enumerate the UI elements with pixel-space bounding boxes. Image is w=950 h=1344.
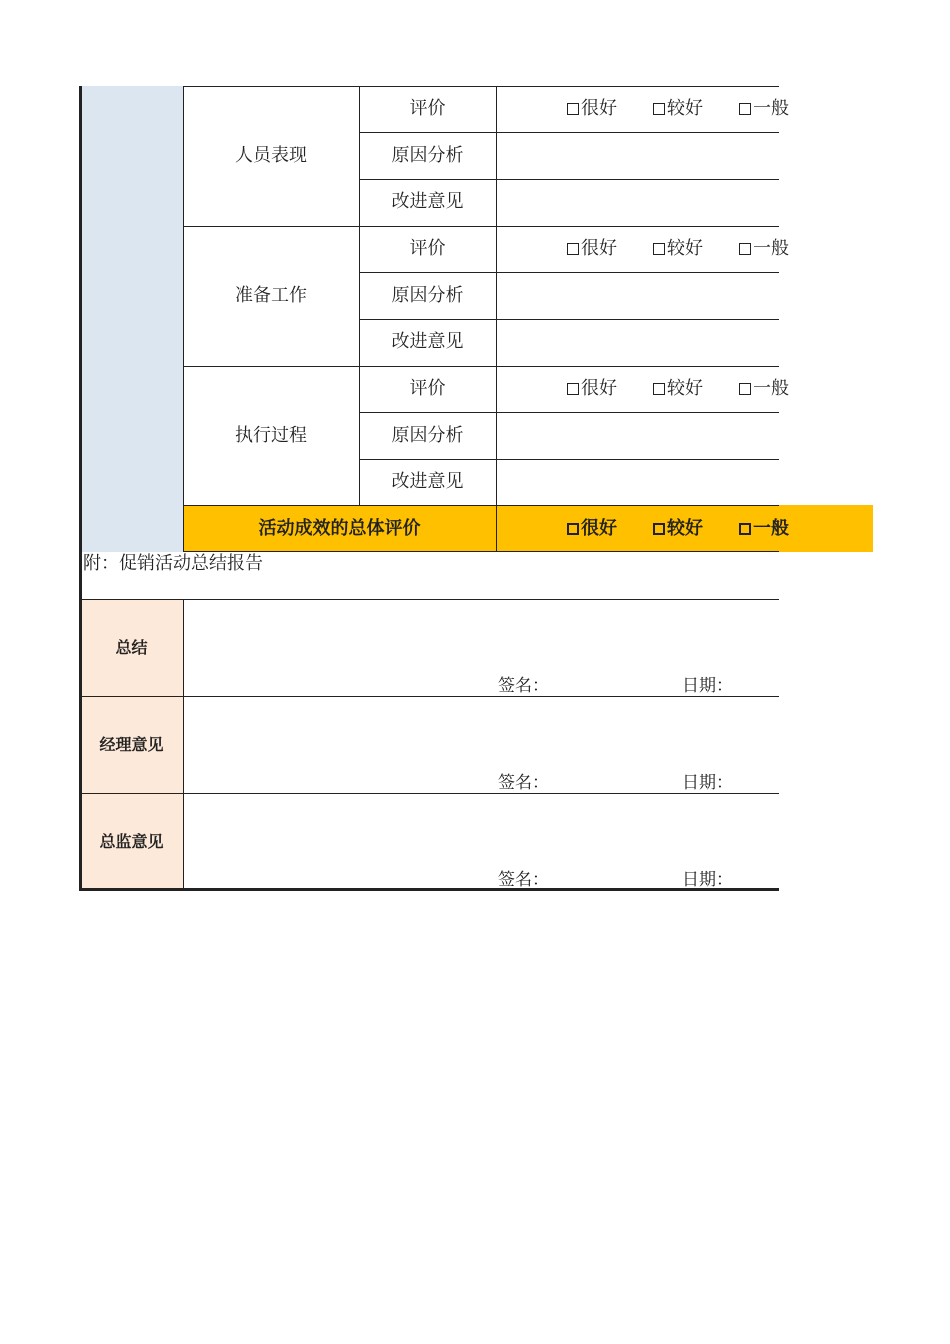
checkbox-icon[interactable] xyxy=(567,383,579,395)
checkbox-icon[interactable] xyxy=(567,523,579,535)
signature-label: 签名： xyxy=(498,676,549,696)
option-very-good[interactable]: 很好 xyxy=(567,99,653,119)
row-label-cause-analysis: 原因分析 xyxy=(391,285,464,306)
grid-line xyxy=(80,793,779,794)
row-label-rating: 评价 xyxy=(409,238,446,259)
grid-line xyxy=(183,551,779,552)
option-average[interactable]: 一般 xyxy=(739,239,789,259)
checkbox-icon[interactable] xyxy=(653,103,665,115)
grid-line xyxy=(183,599,184,889)
grid-line xyxy=(359,132,779,133)
attachment-note: 附：促销活动总结报告 xyxy=(83,553,263,574)
overall-evaluation-label: 活动成效的总体评价 xyxy=(258,518,421,539)
row-label-cause-analysis: 原因分析 xyxy=(391,425,464,446)
section-label-execution: 执行过程 xyxy=(235,425,307,446)
section-label-personnel: 人员表现 xyxy=(235,145,307,166)
grid-line xyxy=(359,459,779,460)
checkbox-icon[interactable] xyxy=(567,103,579,115)
option-good[interactable]: 较好 xyxy=(653,239,739,259)
grid-line xyxy=(359,319,779,320)
checkbox-icon[interactable] xyxy=(739,243,751,255)
section-label-preparation: 准备工作 xyxy=(235,285,307,306)
checkbox-icon[interactable] xyxy=(739,383,751,395)
date-label: 日期： xyxy=(682,676,733,696)
grid-line xyxy=(183,505,779,506)
date-label: 日期： xyxy=(682,870,733,890)
checkbox-icon[interactable] xyxy=(739,523,751,535)
checkbox-icon[interactable] xyxy=(653,523,665,535)
row-label-improvement: 改进意见 xyxy=(391,191,464,212)
option-good[interactable]: 较好 xyxy=(653,99,739,119)
grid-line xyxy=(359,179,779,180)
option-good[interactable]: 较好 xyxy=(653,519,739,539)
row-label-improvement: 改进意见 xyxy=(391,331,464,352)
grid-line xyxy=(80,696,779,697)
grid-line xyxy=(359,412,779,413)
checkbox-icon[interactable] xyxy=(567,243,579,255)
left-category-band xyxy=(80,86,183,552)
rating-options-overall xyxy=(567,518,789,539)
grid-line xyxy=(183,226,779,227)
grid-line xyxy=(183,366,779,367)
option-average[interactable]: 一般 xyxy=(739,379,789,399)
option-good[interactable]: 较好 xyxy=(653,379,739,399)
rating-options-personnel xyxy=(567,98,789,119)
option-average[interactable]: 一般 xyxy=(739,519,789,539)
date-label: 日期： xyxy=(682,773,733,793)
grid-line xyxy=(359,272,779,273)
table-left-border xyxy=(79,86,82,891)
checkbox-icon[interactable] xyxy=(653,383,665,395)
row-label-rating: 评价 xyxy=(409,378,446,399)
option-very-good[interactable]: 很好 xyxy=(567,379,653,399)
signoff-label-summary: 总结 xyxy=(115,638,148,657)
row-label-rating: 评价 xyxy=(409,98,446,119)
rating-options-execution xyxy=(567,378,789,399)
checkbox-icon[interactable] xyxy=(653,243,665,255)
signoff-label-director: 总监意见 xyxy=(99,832,164,851)
grid-line xyxy=(496,86,497,552)
option-average[interactable]: 一般 xyxy=(739,99,789,119)
grid-line xyxy=(183,86,779,87)
option-very-good[interactable]: 很好 xyxy=(567,519,653,539)
signoff-label-manager: 经理意见 xyxy=(99,735,164,754)
row-label-improvement: 改进意见 xyxy=(391,471,464,492)
signature-label: 签名： xyxy=(498,773,549,793)
table-bottom-border xyxy=(80,888,779,891)
option-very-good[interactable]: 很好 xyxy=(567,239,653,259)
rating-options-preparation xyxy=(567,238,789,259)
signature-label: 签名： xyxy=(498,870,549,890)
grid-line xyxy=(80,599,779,600)
checkbox-icon[interactable] xyxy=(739,103,751,115)
row-label-cause-analysis: 原因分析 xyxy=(391,145,464,166)
